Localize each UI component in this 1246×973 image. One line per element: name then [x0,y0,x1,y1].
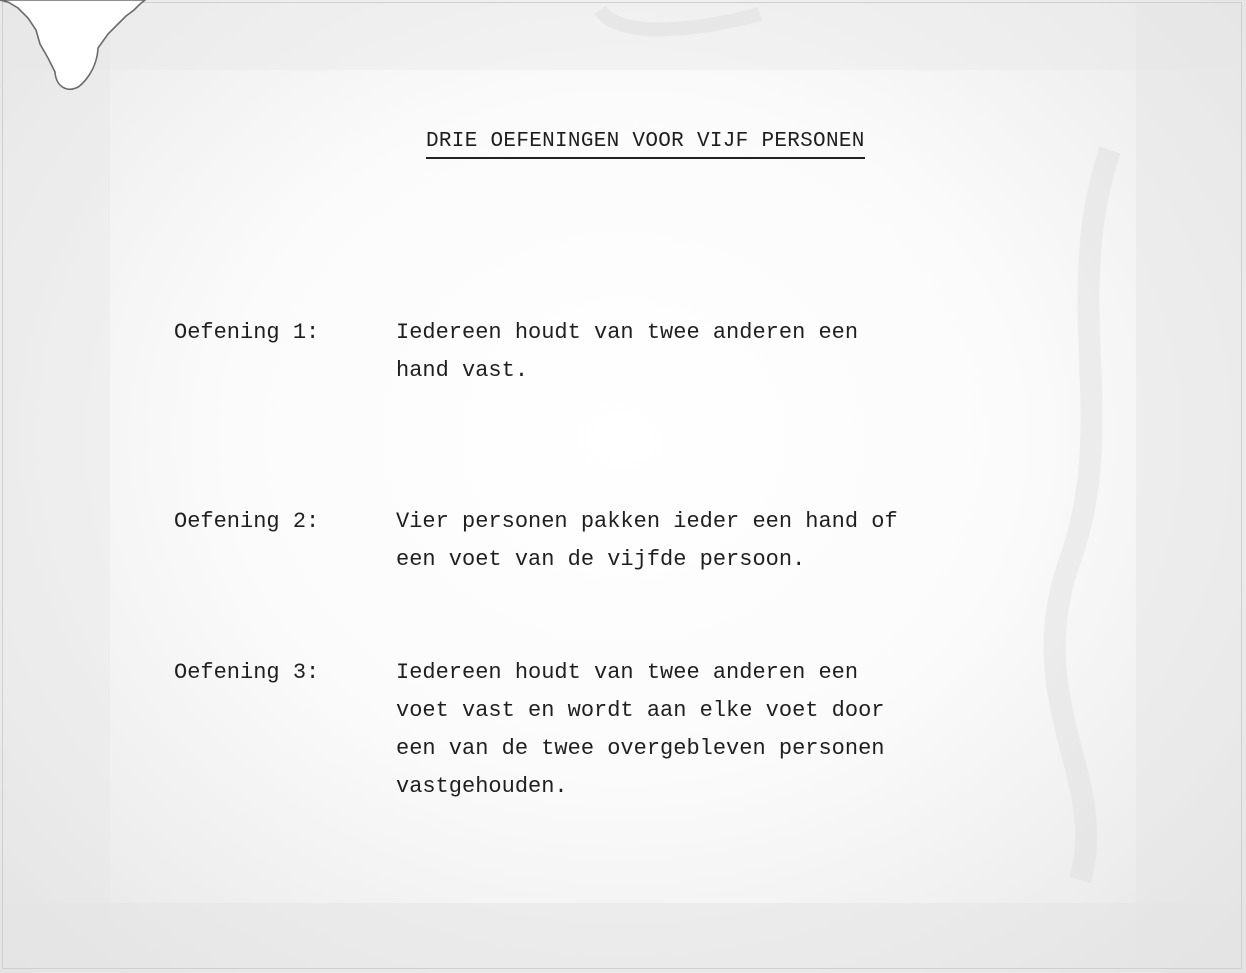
exercise-label: Oefening 3: [174,660,320,685]
torn-corner [0,0,150,100]
exercise-label: Oefening 2: [174,509,320,534]
document-title: DRIE OEFENINGEN VOOR VIJF PERSONEN [426,129,865,159]
exercise-text: Iedereen houdt van twee anderen een voet vast en wordt aan elke voet door een van de twee overgebleven personen vastgehouden. [396,660,885,799]
exercise-text: Iedereen houdt van twee anderen een hand vast. [396,320,859,383]
exercise-label: Oefening 1: [174,320,320,345]
exercise-text: Vier personen pakken ieder een hand of een voet van de vijfde persoon. [396,509,898,572]
